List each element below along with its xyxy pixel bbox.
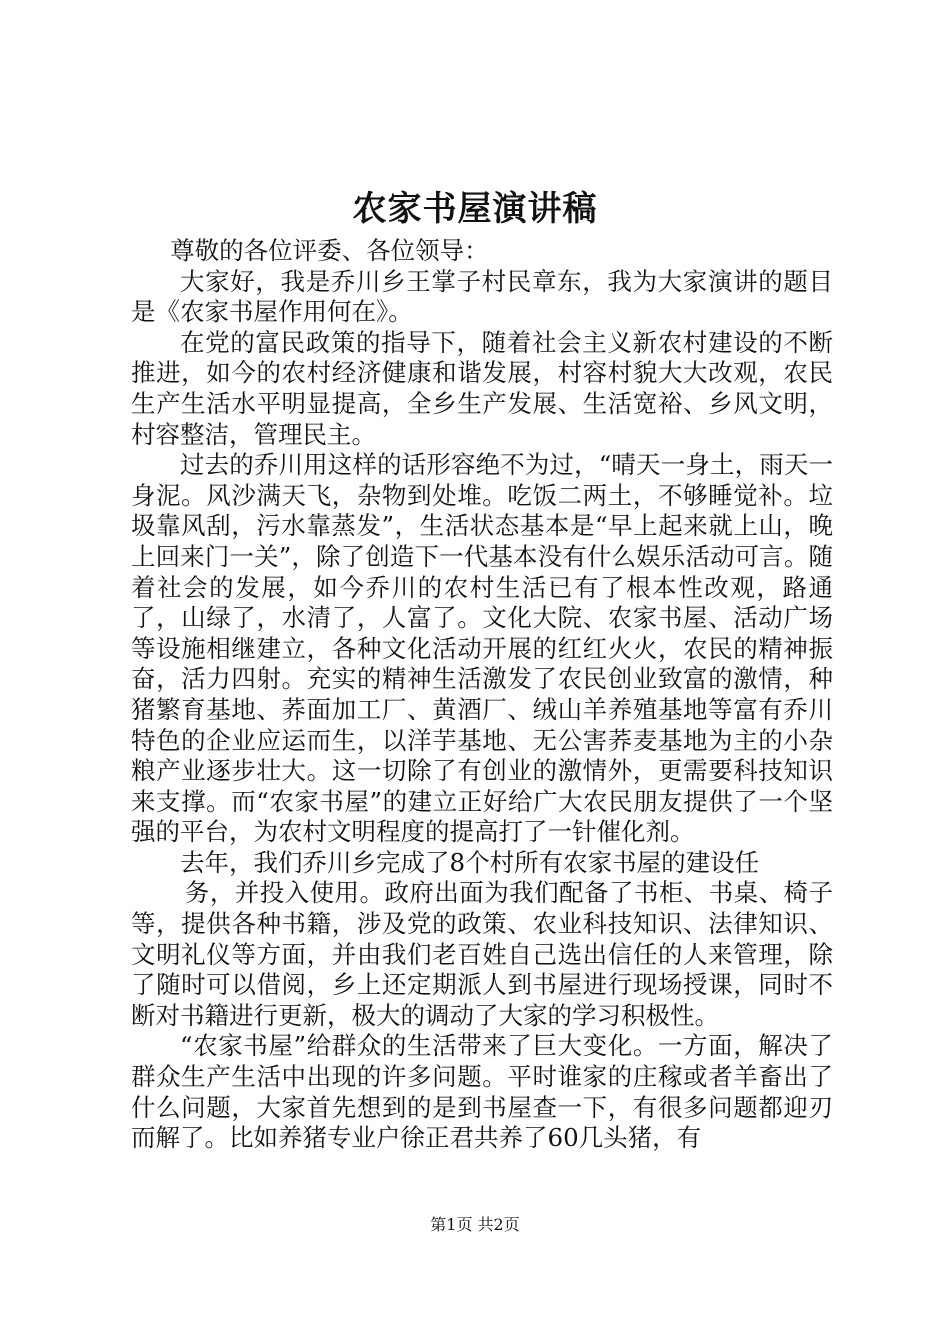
changes-paragraph: “农家书屋”给群众的生活带来了巨大变化。一方面，解决了群众生产生活中出现的许多问题。平时谁家的庄稼或者羊畜出了什么问题，大家首先想到的是到书屋查一下，有很多问题都迎刃而解了。比如养猪专业户徐正君共养了60几头猪，有 — [131, 1031, 833, 1153]
document-body — [131, 236, 833, 1154]
history-paragraph: 过去的乔川用这样的话形容绝不为过，“晴天一身土，雨天一身泥。风沙满天飞，杂物到处堆。吃饭二两土，不够睡觉补。垃圾靠风刮，污水靠蒸发”，生活状态基本是“早上起来就上山，晚上回来门一关”，除了创造下一代基本没有什么娱乐活动可言。随着社会的发展，如今乔川的农村生活已有了根本性改观，路通了，山绿了，水清了，人富了。文化大院、农家书屋、活动广场等设施相继建立，各种文化活动开展的红红火火，农民的精神振奋，活力四射。充实的精神生活激发了农民创业致富的激情，种猪繁育基地、荞面加工厂、黄酒厂、绒山羊养殖基地等富有乔川特色的企业应运而生，以洋芋基地、无公害荞麦基地为主的小杂粮产业逐步壮大。这一切除了有创业的激情外，更需要科技知识来支撑。而“农家书屋”的建立正好给广大农民朋友提供了一个坚强的平台，为农村文明程度的提高打了一针催化剂。 — [131, 450, 833, 847]
last-year-paragraph: 去年，我们乔川乡完成了8个村所有农家书屋的建设任 — [180, 847, 760, 877]
intro-paragraph: 大家好，我是乔川乡王掌子村民章东，我为大家演讲的题目是《农家书屋作用何在》。 — [131, 266, 833, 327]
salutation-paragraph: 尊敬的各位评委、各位领导： — [170, 236, 489, 265]
last-year-paragraph-continued: 务，并投入使用。政府出面为我们配备了书柜、书桌、椅子等，提供各种书籍，涉及党的政策、农业科技知识、法律知识、文明礼仪等方面，并由我们老百姓自己选出信任的人来管理，除了随时可以借阅，乡上还定期派人到书屋进行现场授课，同时不断对书籍进行更新，极大的调动了大家的学习积极性。 — [131, 878, 833, 1030]
document-title: 农家书屋演讲稿 — [352, 189, 598, 229]
page-indicator: 第1页 共2页 — [430, 1215, 520, 1234]
policy-paragraph: 在党的富民政策的指导下，随着社会主义新农村建设的不断推进，如今的农村经济健康和谐发展，村容村貌大大改观，农民生产生活水平明显提高，全乡生产发展、生活宽裕、乡风文明，村容整洁，管理民主。 — [131, 327, 833, 449]
